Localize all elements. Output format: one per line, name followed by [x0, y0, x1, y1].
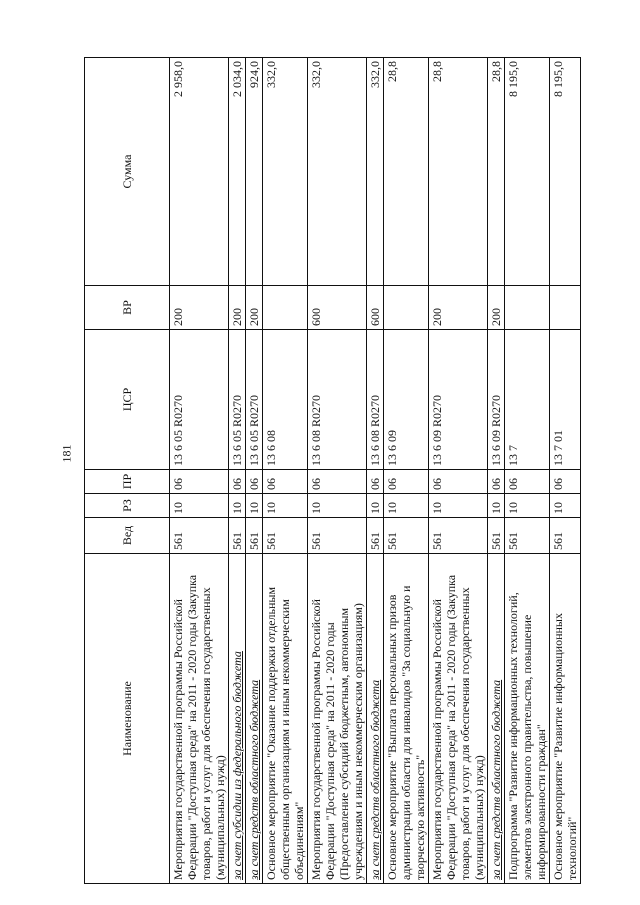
cell-ved: 561 — [505, 518, 550, 554]
cell-vr: 200 — [170, 286, 229, 330]
cell-pr: 06 — [263, 470, 308, 494]
budget-table-container — [84, 58, 579, 884]
cell-ved: 561 — [488, 518, 505, 554]
cell-pr: 06 — [505, 470, 550, 494]
cell-sum: 8 195,0 — [505, 58, 550, 286]
table-row — [229, 58, 246, 884]
cell-csr: 13 6 09 R0270 — [429, 330, 488, 470]
cell-pr: 06 — [170, 470, 229, 494]
cell-name: Основное мероприятие "Выплата персональных призов администрации области для инвалидов "За социальную и творческую активность" — [384, 554, 429, 884]
budget-table — [84, 57, 581, 884]
cell-rz: 10 — [429, 494, 488, 518]
cell-ved: 561 — [308, 518, 367, 554]
cell-sum: 8 195,0 — [550, 58, 581, 286]
cell-sum: 2 034,0 — [229, 58, 246, 286]
header-vr: ВР — [85, 286, 170, 330]
table-row — [505, 58, 550, 884]
header-pr: ПР — [85, 470, 170, 494]
cell-pr: 06 — [429, 470, 488, 494]
cell-vr: 200 — [429, 286, 488, 330]
cell-rz: 10 — [263, 494, 308, 518]
cell-pr: 06 — [246, 470, 263, 494]
cell-name: за счет субсидии из федерального бюджета — [229, 554, 246, 884]
cell-name: Основное мероприятие "Развитие информационных технологий" — [550, 554, 581, 884]
cell-pr: 06 — [308, 470, 367, 494]
header-rz: РЗ — [85, 494, 170, 518]
cell-csr: 13 6 09 R0270 — [488, 330, 505, 470]
cell-vr: 200 — [246, 286, 263, 330]
cell-csr: 13 6 05 R0270 — [246, 330, 263, 470]
table-row — [367, 58, 384, 884]
page-number: 181 — [59, 444, 74, 463]
table-row — [246, 58, 263, 884]
cell-name: Мероприятия государственной программы Российской Федерации "Доступная среда" на 2011 - 2020 годы (Закупка товаров, работ и услуг для обеспечения государственных (муниципальных) нужд) — [170, 554, 229, 884]
cell-name: Подпрограмма "Развитие информационных технологий, элементов электронного правительства, повышение информированности граждан" — [505, 554, 550, 884]
cell-sum: 332,0 — [263, 58, 308, 286]
cell-pr: 06 — [384, 470, 429, 494]
cell-name: за счет средств областного бюджета — [246, 554, 263, 884]
cell-name: Основное мероприятие "Оказание поддержки отдельным общественным организациям и иным некоммерческим объединениям" — [263, 554, 308, 884]
table-row — [550, 58, 581, 884]
cell-csr: 13 6 08 R0270 — [367, 330, 384, 470]
cell-vr — [550, 286, 581, 330]
cell-ved: 561 — [170, 518, 229, 554]
header-sum: Сумма — [85, 58, 170, 286]
cell-ved: 561 — [246, 518, 263, 554]
cell-ved: 561 — [550, 518, 581, 554]
cell-pr: 06 — [229, 470, 246, 494]
cell-sum: 28,8 — [488, 58, 505, 286]
cell-vr — [505, 286, 550, 330]
cell-sum: 924,0 — [246, 58, 263, 286]
cell-vr — [263, 286, 308, 330]
cell-csr: 13 6 05 R0270 — [229, 330, 246, 470]
table-body — [170, 58, 581, 884]
cell-csr: 13 6 08 R0270 — [308, 330, 367, 470]
cell-rz: 10 — [384, 494, 429, 518]
cell-csr: 13 6 08 — [263, 330, 308, 470]
cell-rz: 10 — [550, 494, 581, 518]
table-row — [170, 58, 229, 884]
cell-pr: 06 — [367, 470, 384, 494]
cell-pr: 06 — [550, 470, 581, 494]
header-ved: Вед — [85, 518, 170, 554]
cell-ved: 561 — [263, 518, 308, 554]
cell-sum: 28,8 — [429, 58, 488, 286]
cell-rz: 10 — [505, 494, 550, 518]
cell-rz: 10 — [229, 494, 246, 518]
header-csr: ЦСР — [85, 330, 170, 470]
cell-ved: 561 — [429, 518, 488, 554]
table-row — [263, 58, 308, 884]
table-row — [308, 58, 367, 884]
table-row — [384, 58, 429, 884]
cell-name: за счет средств областного бюджета — [488, 554, 505, 884]
cell-name: за счет средств областного бюджета — [367, 554, 384, 884]
cell-vr — [384, 286, 429, 330]
cell-vr: 200 — [488, 286, 505, 330]
cell-csr: 13 6 05 R0270 — [170, 330, 229, 470]
header-name: Наименование — [85, 554, 170, 884]
cell-csr: 13 7 — [505, 330, 550, 470]
cell-name: Мероприятия государственной программы Российской Федерации "Доступная среда" на 2011 - 2020 годы (Закупка товаров, работ и услуг для обеспечения государственных (муниципальных) нужд) — [429, 554, 488, 884]
cell-vr: 600 — [308, 286, 367, 330]
cell-rz: 10 — [367, 494, 384, 518]
cell-csr: 13 6 09 — [384, 330, 429, 470]
cell-pr: 06 — [488, 470, 505, 494]
cell-vr: 200 — [229, 286, 246, 330]
cell-rz: 10 — [308, 494, 367, 518]
cell-name: Мероприятия государственной программы Российской Федерации "Доступная среда" на 2011 - 2020 годы (Предоставление субсидий бюджетным, автономным учреждениям и иным некоммерческим организациям) — [308, 554, 367, 884]
cell-sum: 2 958,0 — [170, 58, 229, 286]
table-row — [429, 58, 488, 884]
table-header — [85, 58, 170, 884]
cell-csr: 13 7 01 — [550, 330, 581, 470]
cell-sum: 332,0 — [308, 58, 367, 286]
cell-sum: 28,8 — [384, 58, 429, 286]
table-row — [488, 58, 505, 884]
cell-vr: 600 — [367, 286, 384, 330]
cell-ved: 561 — [367, 518, 384, 554]
cell-rz: 10 — [170, 494, 229, 518]
cell-sum: 332,0 — [367, 58, 384, 286]
cell-ved: 561 — [384, 518, 429, 554]
cell-rz: 10 — [246, 494, 263, 518]
cell-rz: 10 — [488, 494, 505, 518]
cell-ved: 561 — [229, 518, 246, 554]
